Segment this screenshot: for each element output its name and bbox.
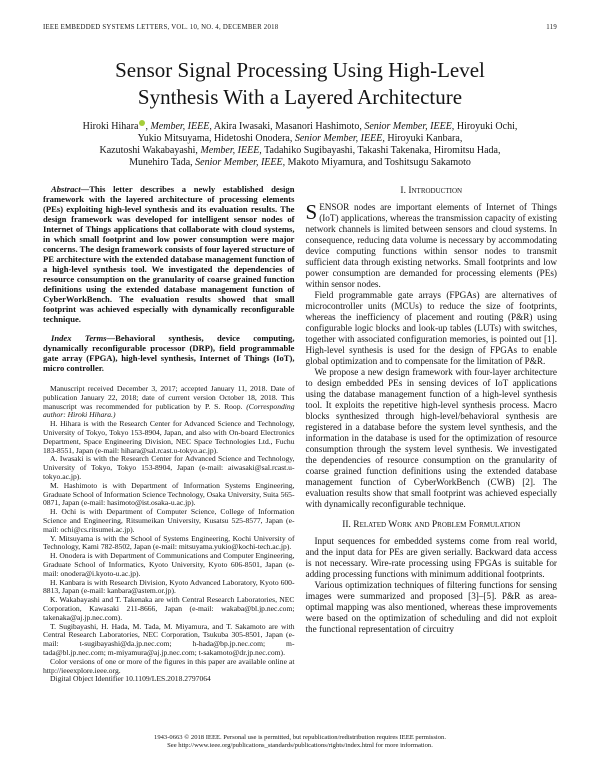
footnote-paragraph <box>43 482 295 508</box>
footnote-text: H. Hihara is with the Research Center for Advanced Science and Technology, University of Tokyo, Tokyo 153-8904, Japan, and also with On-board Electronics Department, Space Engineering Division, NEC Space Technologies Ltd., Fuchu 183-8551, Japan (e-mail: hihara@sal.rcast.u-tokyo.ac.jp). <box>43 419 295 455</box>
journal-name: IEEE EMBEDDED SYSTEMS LETTERS, VOL. 10, NO. 4, DECEMBER 2018 <box>43 24 279 31</box>
title-line-2: Synthesis With a Layered Architecture <box>137 85 463 109</box>
author-name: Hiroki Hihara <box>82 121 139 132</box>
page-number: 119 <box>546 24 557 31</box>
title-line-1: Sensor Signal Processing Using High-Level <box>115 58 485 82</box>
footnote-paragraph <box>43 658 295 676</box>
footnote-block <box>43 385 295 684</box>
footnote-text: Y. Mitsuyama is with the School of Systems Engineering, Kochi University of Technology, Kami 782-8502, Japan (e-mail: mitsuyama.yukio@kochi-tech.ac.jp). <box>43 533 295 552</box>
running-header <box>43 24 557 31</box>
author-name: , <box>145 121 151 132</box>
footnote-text: H. Onodera is with Department of Communications and Computer Engineering, Graduate School of Informatics, Kyoto University, Kyoto 606-8501, Japan (e-mail: onodera@i.kyoto-u.ac.jp). <box>43 551 295 578</box>
author-block <box>43 120 557 169</box>
footnote-paragraph <box>43 596 295 622</box>
footnote-paragraph <box>43 535 295 553</box>
body-paragraph: Various optimization techniques of filtering functions for sensing images were summarized and proposed [3]–[5]. P&R as area-optimal mapping was also mentioned, whereas these improvements were based on the optimization of scheduling and did not exploit the functional representation of circuitry <box>305 580 557 634</box>
paper-title <box>43 57 557 111</box>
membership-label: Member, IEEE, <box>150 121 212 132</box>
lead-word: ENSOR <box>319 202 350 212</box>
footnote-text: H. Ochi is with Department of Computer Science, College of Information Science and Engineering, Ritsumeikan University, Kusatsu 525-8577, Japan (e-mail: ochi@cs.ritsumei.ac.jp). <box>43 507 295 534</box>
footnote-paragraph <box>43 675 295 684</box>
footnote-text: K. Wakabayashi and T. Takenaka are with Central Research Laboratories, NEC Corporation, Kawasaki 211-8666, Japan (e-mail: wakaba@bl.jp.nec.com; takenaka@aj.jp.nec.com). <box>43 595 295 622</box>
author-line <box>43 133 557 145</box>
footnote-text: M. Hashimoto is with Department of Information Systems Engineering, Graduate School of Information Science Technology, Osaka University, Suita 565-0871, Japan (e-mail: hasimoto@ist.osaka-u.ac.jp). <box>43 480 295 508</box>
author-name: Makoto Miyamura, and Toshitsugu Sakamoto <box>285 157 471 168</box>
footnote-text: A. Iwasaki is with the Research Center for Advanced Science and Technology, University of Tokyo, Tokyo 153-8904, Japan (e-mail: aiwasaki@sal.rcast.u-tokyo.ac.jp). <box>43 454 295 481</box>
footnote-paragraph <box>43 623 295 658</box>
footnote-paragraph <box>43 385 295 420</box>
author-name: Akira Iwasaki, Masanori Hashimoto, <box>211 121 365 132</box>
author-line <box>43 145 557 157</box>
two-column-body <box>43 184 557 730</box>
membership-label: Senior Member, IEEE, <box>195 157 286 168</box>
body-paragraph: We propose a new design framework with four-layer architecture to design embedded PEs in sensing devices of IoT applications using the database management function of a high-level synthesis tool. It exploits the repetitive high-level synthesis process. Macro blocks synthesized through high-level/behavioral synthesis are registered in a database before the system level synthesis, and the information in the database is used for the optimization of resource consumption through the system level synthesis. We investigated the dependencies of resource consumption on the granularity of coarse grained function definitions using the extended database management function of CyberWorkBench (CWB) [2]. The evaluation results show that small footprint was achieved especially with dynamically reconfigurable technique. <box>305 367 557 509</box>
abstract-label: Abstract— <box>51 184 90 194</box>
footnote-text: T. Sugibayashi, H. Hada, M. Tada, M. Miyamura, and T. Sakamoto are with Central Research Laboratories, NEC Corporation, Tsukuba 305-8501, Japan (e-mail: t-sugibayashi@da.jp.nec.com; h-hada@bp.jp.nec.com; m-tada@bl.jp.nec.com; m-miyamura@aj.jp.nec.com; t-sakamoto@dr.jp.nec.com). <box>43 621 295 657</box>
footnote-paragraph <box>43 420 295 455</box>
abstract <box>43 184 295 324</box>
abstract-text: This letter describes a newly established design framework with the layered architecture of processing elements (PEs) exploiting high-level synthesis and its evaluation results. The design framework was developed for intelligent sensor nodes of Internet of Things applications that collaborate with cloud systems, in which small footprint and low power consumption were major concerns. The design framework consists of four layered structure of PE architecture with the extended database management function of a high-level synthesis tool. We investigated the dependencies of resource consumption on the granularity of coarse grained function definitions using the extended database management function of CyberWorkBench. The evaluation results showed that small footprint was achieved especially with dynamically reconfigurable technique. <box>43 184 295 324</box>
index-terms-label: Index Terms— <box>51 333 116 343</box>
membership-label: Member, IEEE, <box>200 145 262 156</box>
footnote-paragraph <box>43 552 295 578</box>
footer-line-2: See http://www.ieee.org/publications_standards/publications/rights/index.html for more information. <box>167 742 433 749</box>
footnote-text: Color versions of one or more of the figures in this paper are available online at http://ieeexplore.ieee.org. <box>43 656 295 675</box>
footnote-text: Digital Object Identifier 10.1109/LES.2018.2797064 <box>50 674 211 684</box>
index-terms <box>43 333 295 373</box>
membership-label: Senior Member, IEEE, <box>294 133 385 144</box>
author-name: Hiroyuki Kanbara, <box>384 133 463 144</box>
footnote-text: Manuscript received December 3, 2017; accepted January 11, 2018. Date of publication January 22, 2018; date of current version October 18, 2018. This manuscript was recommended for publication by P. S. Roop. <box>43 384 295 411</box>
footnote-paragraph <box>43 579 295 597</box>
footnote-text: H. Kanbara is with Research Division, Kyoto Advanced Laboratory, Kyoto 600-8813, Japan (e-mail: kanbara@astem.or.jp). <box>43 577 295 596</box>
author-line <box>43 120 557 133</box>
author-name: Tadahiko Sugibayashi, Takashi Takenaka, Hiromitsu Hada, <box>261 145 501 156</box>
author-name: Hiroyuki Ochi, <box>454 121 518 132</box>
drop-cap: S <box>305 200 318 224</box>
author-line <box>43 157 557 169</box>
author-name: Kazutoshi Wakabayashi, <box>99 145 201 156</box>
author-name: Yukio Mitsuyama, Hidetoshi Onodera, <box>137 133 295 144</box>
footnote-paragraph <box>43 455 295 481</box>
copyright-footer <box>0 734 600 750</box>
section-heading: I. Introduction <box>400 186 463 196</box>
footer-line-1: 1943-0663 © 2018 IEEE. Personal use is permitted, but republication/redistribution requires IEEE permission. <box>154 734 446 741</box>
body-paragraph: Input sequences for embedded systems come from real world, and the input data for PEs are given serially. Backward data access is not necessary. Wire-rate processing using FPGAs is suitable for adding processing functions with minimum additional footprints. <box>305 536 557 579</box>
membership-label: Senior Member, IEEE, <box>364 121 455 132</box>
right-column <box>306 184 558 730</box>
footnote-paragraph <box>43 508 295 534</box>
footnote-italic-text: (Corresponding author: Hiroki Hihara.) <box>43 401 295 420</box>
index-terms-text: Behavioral synthesis, device computing, dynamically reconfigurable processor (DRP), field programmable gate array (FPGA), high-level synthesis, Internet of Things (IoT), micro controller. <box>43 333 295 373</box>
section-heading: II. Related Work and Problem Formulation <box>342 520 521 530</box>
body-paragraph: SENSOR nodes are important elements of Internet of Things (IoT) applications, whereas the transmission capacity of existing network channels is limited between sensors and cloud systems. In consequence, reducing data volume is necessary by accommodating device computing functions within sensor nodes to transmit sufficient data through existing networks. Small footprints and low power consumption are demanded for processing elements (PEs) within sensor nodes. <box>305 200 557 289</box>
author-name: Munehiro Tada, <box>129 157 196 168</box>
left-column <box>43 184 295 730</box>
body-paragraph: Field programmable gate arrays (FPGAs) are alternatives of microcontroller units (MCUs) to reduce the size of footprints, whereas the inefficiency of placement and routing (P&R) using configurable logic blocks and look-up tables (LUTs) with switches, together with associated configuration memories, is pointed out [1]. High-level synthesis is used for the design of FPGAs to enable global optimization and to compensate for the limitation of P&R. <box>305 290 557 366</box>
